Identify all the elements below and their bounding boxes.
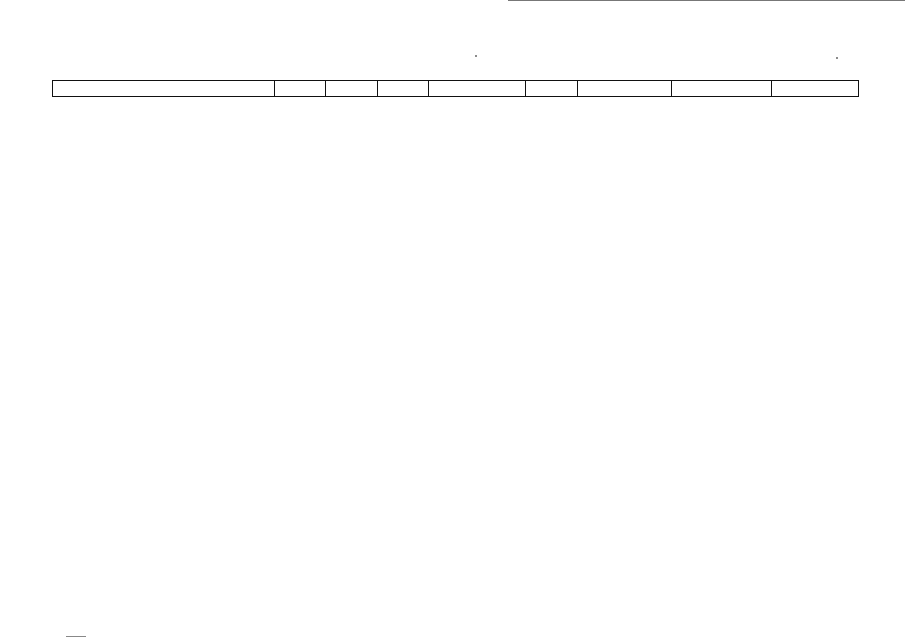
bottom-mark bbox=[66, 636, 86, 637]
